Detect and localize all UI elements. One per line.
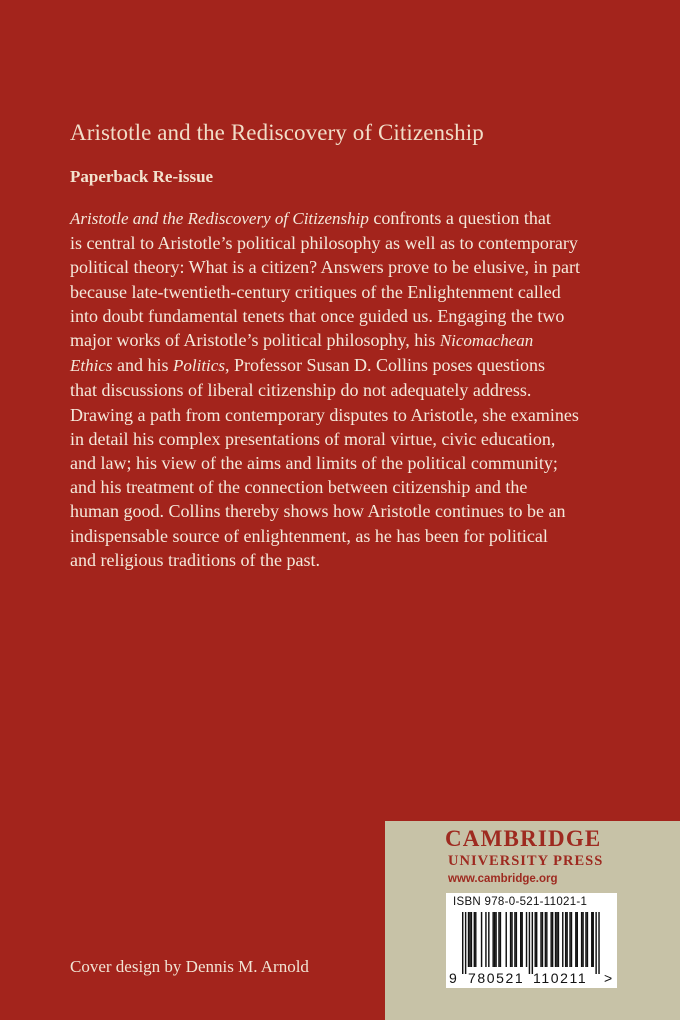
barcode-bars: [462, 912, 600, 974]
barcode-bar: [556, 912, 557, 967]
barcode-bar: [481, 912, 482, 967]
blurb-line: [70, 231, 630, 255]
blurb-text: and his treatment of the connection between citizenship and the: [70, 477, 528, 498]
publisher-logo-subname: UNIVERSITY PRESS: [448, 853, 604, 869]
blurb-text: is central to Aristotle’s political philosophy as well as to contemporary: [70, 233, 578, 254]
blurb-text: Drawing a path from contemporary disputes to Aristotle, she examines: [70, 404, 579, 425]
barcode-bar: [545, 912, 546, 967]
blurb-text: into doubt fundamental tenets that once guided us. Engaging the two: [70, 305, 565, 326]
barcode-bar: [577, 912, 578, 967]
barcode-bar: [598, 912, 599, 974]
barcode-bar: [514, 912, 515, 967]
barcode-bar: [562, 912, 563, 967]
blurb-line: [70, 524, 630, 548]
blurb-text: indispensable source of enlightenment, as he has been for political: [70, 525, 548, 546]
barcode-bar: [546, 912, 547, 967]
isbn-label: ISBN 978-0-521-11021-1: [453, 896, 588, 908]
blurb-line: [70, 451, 630, 475]
blurb-line: [70, 304, 630, 328]
blurb-text: , Professor Susan D. Collins poses questions: [224, 355, 545, 376]
blurb-text: that discussions of liberal citizenship do not adequately address.: [70, 380, 532, 401]
barcode-bar: [540, 912, 541, 967]
blurb-line: [70, 427, 630, 451]
barcode-bar: [542, 912, 543, 967]
barcode-bar: [582, 912, 583, 967]
blurb-line: [70, 499, 630, 523]
barcode-bar: [552, 912, 553, 967]
publisher-logo-name: CAMBRIDGE: [445, 826, 602, 851]
publisher-url: www.cambridge.org: [448, 873, 558, 885]
barcode-bar: [575, 912, 576, 967]
blurb-text: because late-twentieth-century critiques of the Enlightenment called: [70, 281, 561, 302]
cover-credit: Cover design by Dennis M. Arnold: [70, 957, 309, 976]
barcode-bar: [471, 912, 472, 967]
blurb-text: major works of Aristotle’s political philosophy, his: [70, 330, 440, 351]
blurb-line: [70, 378, 630, 402]
barcode-bar: [581, 912, 582, 967]
barcode-bar: [516, 912, 517, 967]
blurb-italic-text: Aristotle and the Rediscovery of Citizenship: [70, 209, 369, 228]
barcode-bar: [510, 912, 511, 967]
barcode-bar: [591, 912, 592, 967]
blurb-line: [70, 280, 630, 304]
barcode-bar: [550, 912, 551, 967]
barcode-bar: [462, 912, 463, 974]
blurb-italic-text: Ethics: [70, 356, 113, 376]
blurb-text: in detail his complex presentations of moral virtue, civic education,: [70, 428, 556, 449]
barcode-bar: [593, 912, 594, 967]
barcode-bar: [565, 912, 566, 967]
barcode-bar: [492, 912, 493, 967]
blurb-text: and his: [112, 355, 173, 376]
barcode-bar: [500, 912, 501, 967]
blurb-line: [70, 328, 630, 353]
blurb-line: [70, 353, 630, 378]
barcode-bar: [566, 912, 567, 967]
blurb-line: [70, 255, 630, 279]
barcode-bar: [529, 912, 530, 974]
barcode-bar: [465, 912, 466, 974]
barcode-bar: [595, 912, 596, 974]
blurb-line: [70, 548, 630, 572]
barcode-bar: [532, 912, 533, 974]
barcode-bar: [569, 912, 570, 967]
barcode-bar: [468, 912, 469, 967]
barcode-bar: [511, 912, 512, 967]
blurb-text: and law; his view of the aims and limits of the political community;: [70, 453, 558, 474]
blurb-text: confronts a question that: [368, 208, 551, 228]
barcode: [446, 910, 617, 988]
barcode-bar: [494, 912, 495, 967]
barcode-bar: [475, 912, 476, 967]
barcode-bar: [536, 912, 537, 967]
barcode-bar: [535, 912, 536, 967]
barcode-bar: [488, 912, 489, 967]
blurb-text: and religious traditions of the past.: [70, 549, 320, 570]
barcode-bar: [474, 912, 475, 967]
barcode-digits-left: 780521: [468, 970, 525, 986]
barcode-digits-right: 110211: [533, 970, 588, 986]
barcode-bar: [585, 912, 586, 967]
barcode-bar: [485, 912, 486, 967]
blurb-line: [70, 475, 630, 499]
barcode-bar: [469, 912, 470, 967]
barcode-bar: [506, 912, 507, 967]
barcode-bar: [498, 912, 499, 967]
blurb-text: human good. Collins thereby shows how Aristotle continues to be an: [70, 501, 566, 522]
barcode-bar: [571, 912, 572, 967]
barcode-bar: [558, 912, 559, 967]
barcode-bar: [526, 912, 527, 967]
barcode-bar: [521, 912, 522, 967]
book-title: Aristotle and the Rediscovery of Citizenship: [70, 120, 484, 145]
blurb-line: [70, 403, 630, 427]
blurb: [70, 206, 630, 572]
blurb-italic-text: Nicomachean: [439, 331, 534, 351]
barcode-bar: [495, 912, 496, 967]
barcode-bar: [520, 912, 521, 967]
edition-note: Paperback Re-issue: [70, 167, 214, 186]
barcode-end-mark: >: [604, 970, 613, 986]
blurb-text: political theory: What is a citizen? Answers prove to be elusive, in part: [70, 257, 581, 278]
barcode-digit-first: 9: [449, 970, 457, 986]
barcode-bar: [555, 912, 556, 967]
barcode-bar: [587, 912, 588, 967]
blurb-italic-text: Politics: [173, 356, 225, 376]
blurb-line: [70, 206, 630, 231]
